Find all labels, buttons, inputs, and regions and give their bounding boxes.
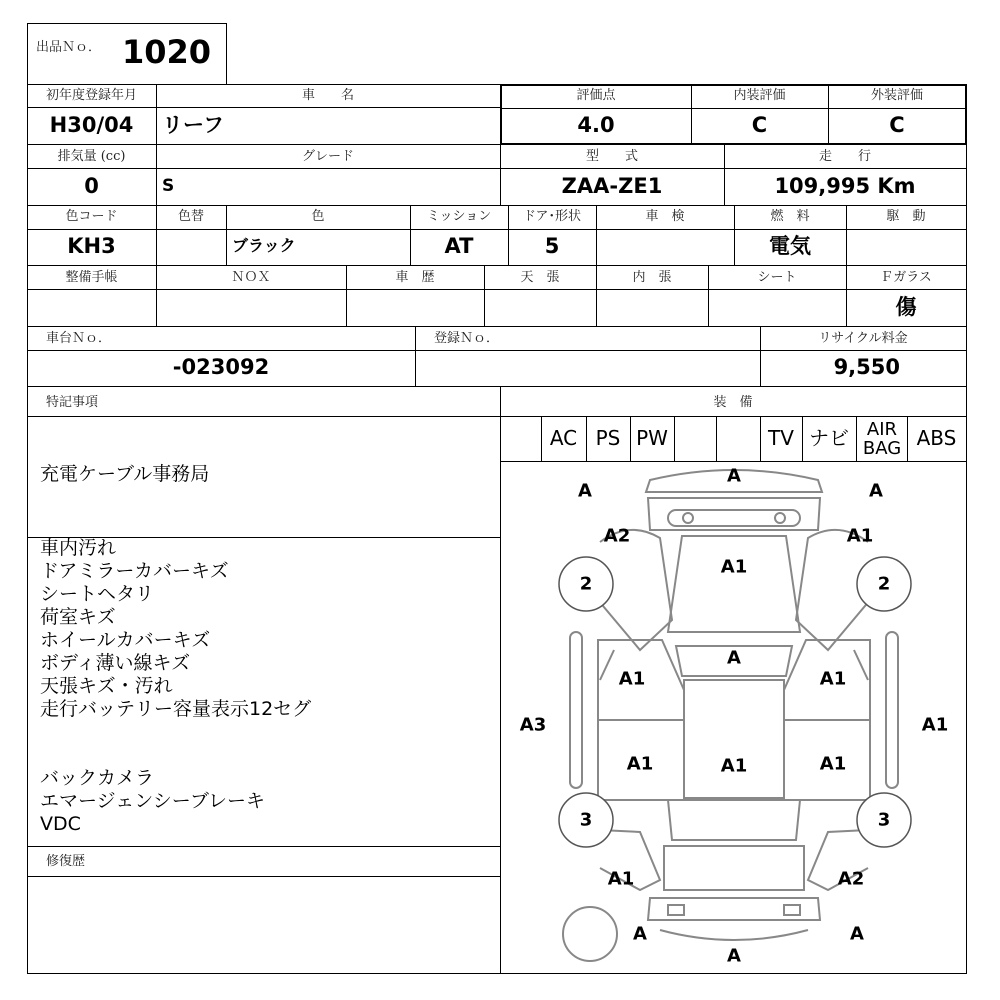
damage-right-quarter: A2 (837, 868, 865, 890)
damage-right-front-wheel: 2 (877, 573, 891, 595)
car-diagram (502, 462, 966, 972)
drive-value (846, 231, 966, 261)
notes-label: 特記事項 (46, 395, 99, 410)
first-reg-value: H30/04 (49, 113, 134, 137)
list-item: バックカメラ (40, 767, 155, 789)
fuel-value: 電気 (769, 234, 811, 258)
car-name-value: リーフ (162, 113, 224, 137)
drive-label: 駆 動 (886, 209, 926, 224)
displacement-label: 排気量 (cc) (57, 149, 126, 164)
damage-right-front-door: A1 (819, 668, 847, 690)
sunroof-value (484, 292, 596, 322)
damage-left-rear-wheel: 3 (579, 809, 593, 831)
list-item: ボディ薄い線キズ (40, 652, 191, 674)
recycle-label: リサイクル料金 (818, 331, 908, 346)
list-item: エマージェンシーブレーキ (40, 790, 266, 812)
transmission-label: ミッション (426, 209, 492, 224)
equipment-pw: PW (636, 426, 668, 450)
damage-rear-left-corner: A (633, 923, 647, 945)
history-label: 車 歴 (395, 270, 435, 285)
f-glass-value: 傷 (895, 295, 917, 319)
lot-number: 1020 (122, 33, 212, 71)
interior-value: C (751, 113, 768, 137)
sunroof-label: 天 張 (520, 270, 560, 285)
model-label: 型 式 (585, 149, 638, 164)
damage-roof-front: A (727, 647, 741, 669)
registration-label: 登録Ｎｏ． (434, 331, 500, 346)
repair-label: 修復歴 (46, 854, 86, 869)
equipment-ps: PS (595, 426, 621, 450)
damage-right-fender: A1 (846, 525, 874, 547)
history-value (346, 292, 484, 322)
damage-left-fender: A2 (603, 525, 631, 547)
damage-right-rear-door: A1 (819, 753, 847, 775)
seat-value (708, 292, 846, 322)
list-item: シートヘタリ (40, 583, 155, 605)
damage-right-rear-wheel: 3 (877, 809, 891, 831)
grade-label: グレード (301, 149, 354, 164)
equipment-ac: AC (549, 426, 578, 450)
model-value: ZAA-ZE1 (561, 174, 663, 198)
equipment-slot-1 (500, 420, 541, 460)
exterior-label: 外装評価 (870, 88, 923, 103)
transmission-value: AT (444, 234, 474, 258)
mileage-label: 走 行 (818, 149, 871, 164)
door-label: ドア･形状 (522, 209, 582, 224)
list-item: ホイールカバーキズ (40, 629, 211, 651)
recycle-value: 9,550 (833, 355, 900, 379)
equipment-navi: ナビ (809, 426, 849, 450)
lot-label: 出品Ｎｏ． (36, 40, 102, 55)
mileage-value: 109,995 Km (774, 174, 916, 198)
f-glass-label: Ｆガラス (880, 270, 932, 285)
color-value: ブラック (232, 236, 296, 255)
equipment-tv: TV (768, 426, 794, 450)
equipment-slot-6 (716, 420, 760, 460)
list-item: 車内汚れ (40, 537, 117, 559)
repaint-label: 色替 (177, 209, 204, 224)
damage-right-side: A1 (921, 714, 949, 736)
score-label: 評価点 (576, 88, 616, 103)
seat-label: シート (757, 270, 797, 285)
inspection-label: 車 検 (645, 209, 685, 224)
exterior-value: C (889, 113, 905, 137)
maintenance-value (27, 292, 156, 322)
damage-hood: A1 (720, 556, 748, 578)
chassis-value: -023092 (172, 355, 270, 379)
damage-front-left-corner: A (578, 480, 592, 502)
fuel-label: 燃 料 (770, 209, 810, 224)
damage-left-side: A3 (519, 714, 547, 736)
color-label: 色 (311, 209, 325, 224)
registration-value (415, 352, 760, 382)
equipment-slot-5 (674, 420, 716, 460)
damage-front-right-corner: A (869, 480, 883, 502)
list-item: ドアミラーカバーキズ (40, 560, 229, 582)
damage-left-front-door: A1 (618, 668, 646, 690)
first-reg-label: 初年度登録年月 (45, 88, 137, 103)
equipment-airbag: AIR BAG (862, 419, 902, 459)
list-item: 荷室キズ (40, 606, 116, 628)
interior-lining-value (596, 292, 708, 322)
damage-roof: A1 (720, 755, 748, 777)
nox-value (156, 292, 346, 322)
damage-left-quarter: A1 (607, 868, 635, 890)
maintenance-label: 整備手帳 (65, 270, 118, 285)
spare-wheel-shape (563, 907, 617, 961)
list-item: 天張キズ・汚れ (40, 675, 173, 697)
car-name-label: 車 名 (301, 88, 354, 103)
inspection-value (596, 231, 734, 261)
damage-left-rear-door: A1 (626, 753, 654, 775)
list-item: VDC (40, 813, 81, 835)
list-item: 走行バッテリー容量表示12セグ (40, 698, 312, 720)
color-code-label: 色コード (65, 209, 118, 224)
equipment-label: 装 備 (713, 395, 753, 410)
grade-value: S (162, 176, 175, 196)
repaint-value (156, 231, 226, 261)
interior-label: 内装評価 (733, 88, 786, 103)
damage-rear-right-corner: A (850, 923, 864, 945)
interior-lining-label: 内 張 (632, 270, 672, 285)
color-code-value: KH3 (67, 234, 116, 258)
damage-left-front-wheel: 2 (579, 573, 593, 595)
chassis-label: 車台Ｎｏ． (46, 331, 112, 346)
displacement-value: 0 (84, 174, 99, 198)
damage-rear: A (727, 945, 741, 967)
equipment-abs: ABS (916, 426, 957, 450)
notes-line-1: 充電ケーブル事務局 (40, 463, 210, 485)
score-value: 4.0 (577, 113, 615, 137)
door-value: 5 (544, 234, 560, 258)
damage-front: A (727, 465, 741, 487)
nox-label: ＮＯＸ (231, 270, 271, 285)
